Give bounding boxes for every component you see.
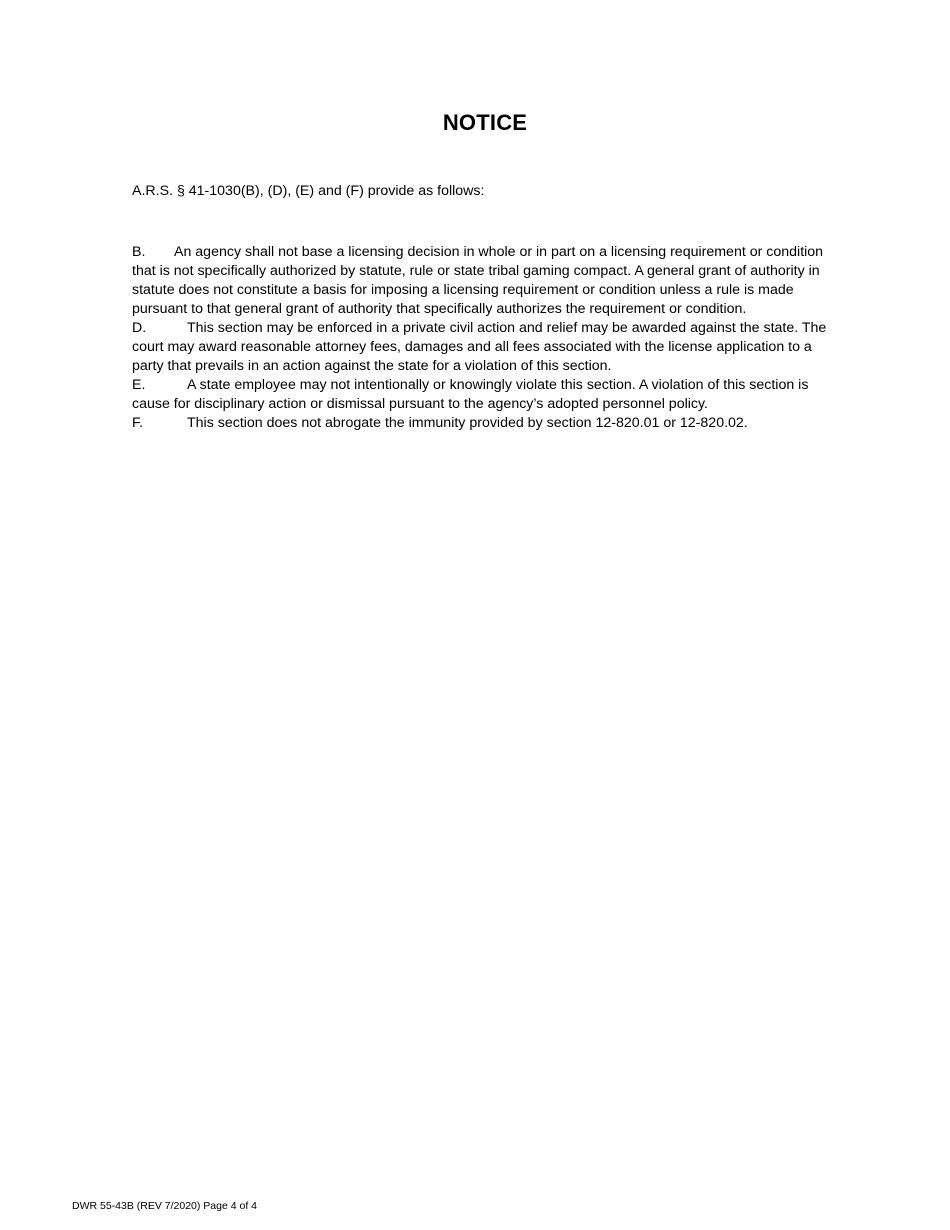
section-f [132, 414, 837, 433]
section-b [132, 243, 837, 319]
section-text: This section does not abrogate the immunity provided by section 12-820.01 or 12-820.02. [187, 415, 748, 431]
intro-statute-reference: A.R.S. § 41-1030(B), (D), (E) and (F) provide as follows: [132, 183, 485, 199]
statute-sections [132, 243, 837, 433]
section-letter: D. [132, 320, 147, 336]
section-text: An agency shall not base a licensing decision in whole or in part on a licensing requirement or condition that is not specifically authorized by statute, rule or state tribal gaming compact. A general grant of authority in statute does not constitute a basis for imposing a licensing requirement or condition unless a rule is made pursuant to that general grant of authority that specifically authorizes the requirement or condition. [132, 244, 824, 317]
page-footer: DWR 55-43B (REV 7/2020) Page 4 of 4 [72, 1200, 258, 1212]
section-letter: F. [132, 415, 144, 431]
section-d [132, 319, 837, 376]
section-e [132, 376, 837, 414]
section-text: This section may be enforced in a private civil action and relief may be awarded against the state. The court may award reasonable attorney fees, damages and all fees associated with the license application to a party that prevails in an action against the state for a violation of this section. [132, 320, 827, 374]
section-letter: E. [132, 377, 146, 393]
page-title: NOTICE [442, 110, 528, 135]
section-text: A state employee may not intentionally or knowingly violate this section. A violation of this section is cause for disciplinary action or dismissal pursuant to the agency’s adopted personnel policy. [132, 377, 809, 412]
section-letter: B. [132, 244, 146, 260]
